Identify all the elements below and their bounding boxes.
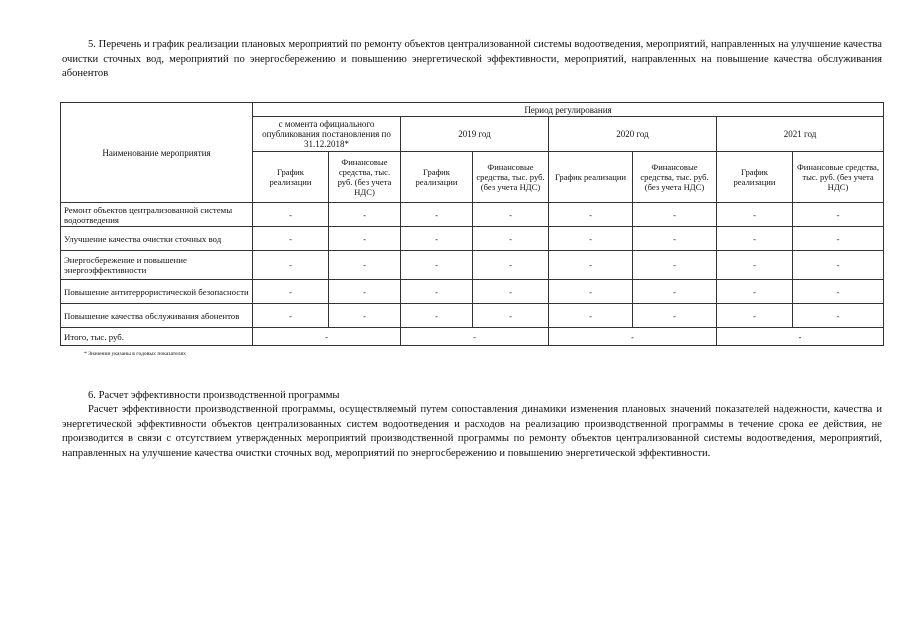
measures-table [60, 102, 884, 346]
table-header-period-2020: 2020 год [549, 117, 717, 152]
table-row [61, 227, 884, 251]
table-header-period-2021: 2021 год [717, 117, 884, 152]
table-cell: - [549, 227, 633, 251]
total-cell: - [253, 328, 401, 346]
table-cell: - [329, 251, 401, 280]
table-footnote: * Значения указаны в годовых показателях [84, 351, 186, 357]
table-cell: - [401, 251, 473, 280]
table-cell: - [633, 304, 717, 328]
table-cell: - [549, 203, 633, 227]
table-header-period-1: с момента официального опубликования постановления по 31.12.2018* [253, 117, 401, 152]
section-6-title: 6. Расчет эффективности производственной программы [88, 390, 340, 401]
table-cell: - [329, 227, 401, 251]
table-cell: - [717, 203, 793, 227]
table-subheader: График реализации [253, 152, 329, 203]
table-cell: - [401, 280, 473, 304]
table-cell: - [793, 251, 884, 280]
table-cell: - [473, 251, 549, 280]
table-cell: - [633, 203, 717, 227]
table-subheader: График реализации [549, 152, 633, 203]
table-cell: - [793, 304, 884, 328]
table-subheader: Финансовые средства, тыс. руб. (без учета НДС) [473, 152, 549, 203]
table-header-period-2019: 2019 год [401, 117, 549, 152]
table-cell: - [717, 280, 793, 304]
table-cell: - [717, 227, 793, 251]
row-name: Повышение качества обслуживания абонентов [61, 304, 253, 328]
total-cell: - [717, 328, 884, 346]
table-cell: - [253, 280, 329, 304]
table-cell: - [473, 304, 549, 328]
table-cell: - [793, 227, 884, 251]
row-name: Ремонт объектов централизованной системы водоотведения [61, 203, 253, 227]
row-name: Энергосбережение и повышение энергоэффективности [61, 251, 253, 280]
table-cell: - [793, 280, 884, 304]
table-cell: - [329, 304, 401, 328]
table-cell: - [473, 203, 549, 227]
table-cell: - [473, 280, 549, 304]
table-row [61, 251, 884, 280]
table-cell: - [793, 203, 884, 227]
table-cell: - [401, 304, 473, 328]
section-6-body: Расчет эффективности производственной программы, осуществляемый путем сопоставления динамики изменения плановых значений показателей надежности, качества и энергетической эффективности объектов централизованных систем водоотведения и расходов на реализацию производственной программы в течение срока ее действия, не производится в связи с отсутствием утвержденных мероприятий производственной программы по ремонту объектов централизованной системы водоотведения, мероприятий, направленных на улучшение качества очистки сточных вод, мероприятий по энергосбережению и повышению энергетической эффективности. [62, 404, 882, 459]
table-subheader: Финансовые средства, тыс. руб. (без учета НДС) [329, 152, 401, 203]
table-header-period: Период регулирования [253, 103, 884, 117]
row-name: Повышение антитеррористической безопасности [61, 280, 253, 304]
table-cell: - [401, 203, 473, 227]
total-cell: - [549, 328, 717, 346]
table-cell: - [253, 227, 329, 251]
table-cell: - [717, 251, 793, 280]
table-subheader: Финансовые средства, тыс. руб. (без учета НДС) [633, 152, 717, 203]
total-row-name: Итого, тыс. руб. [61, 328, 253, 346]
table-cell: - [633, 280, 717, 304]
table-cell: - [633, 251, 717, 280]
table-cell: - [717, 304, 793, 328]
measures-table-container [60, 102, 883, 346]
table-cell: - [549, 251, 633, 280]
table-header-name: Наименование мероприятия [61, 103, 253, 203]
row-name: Улучшение качества очистки сточных вод [61, 227, 253, 251]
table-cell: - [329, 280, 401, 304]
table-row [61, 304, 884, 328]
table-row [61, 203, 884, 227]
section-5-heading: 5. Перечень и график реализации плановых мероприятий по ремонту объектов централизованной системы водоотведения, мероприятий, направленных на улучшение качества очистки сточных вод, мероприятий по энергосбережению и повышению энергетической эффективности, мероприятий, направленных на повышение качества обслуживания абонентов [62, 39, 882, 80]
table-cell: - [253, 203, 329, 227]
table-cell: - [253, 251, 329, 280]
table-cell: - [253, 304, 329, 328]
table-cell: - [549, 280, 633, 304]
table-cell: - [473, 227, 549, 251]
table-cell: - [549, 304, 633, 328]
table-subheader: Финансовые средства, тыс. руб. (без учета НДС) [793, 152, 884, 203]
table-subheader: График реализации [401, 152, 473, 203]
table-subheader: График реализации [717, 152, 793, 203]
table-total-row [61, 328, 884, 346]
table-cell: - [633, 227, 717, 251]
table-cell: - [329, 203, 401, 227]
table-row [61, 280, 884, 304]
total-cell: - [401, 328, 549, 346]
table-cell: - [401, 227, 473, 251]
